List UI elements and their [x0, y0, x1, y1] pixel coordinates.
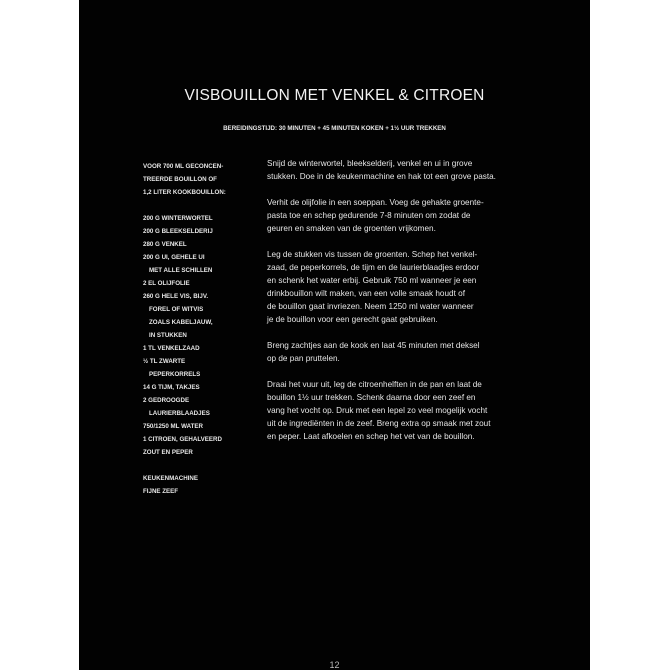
method-step-5-line: bouillon 1½ uur trekken. Schenk daarna door een zeef en — [267, 393, 476, 402]
method-step-3-line: en schenk het water erbij. Gebruik 750 ml wanneer je een — [267, 276, 477, 285]
spacer — [267, 365, 567, 378]
method-step-3-line: de bouillon gaat invriezen. Neem 1250 ml water wanneer — [267, 302, 474, 311]
spacer — [267, 326, 567, 339]
spacer — [267, 235, 567, 248]
ingredient-line: 1 TL VENKELZAAD — [143, 345, 200, 352]
method-step-3-line: zaad, de peperkorrels, de tijm en de laurierblaadjes erdoor — [267, 263, 480, 272]
ingredient-line: IN STUKKEN — [149, 332, 187, 339]
ingredient-line: 2 EL OLIJFOLIE — [143, 280, 190, 287]
ingredient-line: FOREL OF WITVIS — [149, 306, 204, 313]
ingredient-line: MET ALLE SCHILLEN — [149, 267, 213, 274]
method-step-1-line: Snijd de winterwortel, bleekselderij, venkel en ui in grove — [267, 159, 473, 168]
preparation-time: BEREIDINGSTIJD: 30 MINUTEN + 45 MINUTEN KOKEN + 1½ UUR TREKKEN — [223, 125, 446, 132]
equipment-line: KEUKENMACHINE — [143, 475, 199, 482]
ingredient-line: 200 G WINTERWORTEL — [143, 215, 213, 222]
method-step-2-line: pasta toe en schep gedurende 7-8 minuten om zodat de — [267, 211, 471, 220]
ingredients-intro-line: VOOR 700 ML GECONCEN- — [143, 163, 224, 170]
method-step-5-line: en peper. Laat afkoelen en schep het vet van de bouillon. — [267, 432, 475, 441]
ingredient-line: ZOUT EN PEPER — [143, 449, 193, 456]
ingredient-line: 280 G VENKEL — [143, 241, 187, 248]
ingredient-line: 750/1250 ML WATER — [143, 423, 203, 430]
method-step-2-line: geuren en smaken van de groenten vrijkomen. — [267, 224, 436, 233]
ingredient-line: LAURIERBLAADJES — [149, 410, 210, 417]
recipe-title: VISBOUILLON MET VENKEL & CITROEN — [184, 87, 485, 104]
ingredient-line: 200 G UI, GEHELE UI — [143, 254, 205, 261]
spacer — [143, 199, 263, 212]
method-step-2-line: Verhit de olijfolie in een soeppan. Voeg de gehakte groente- — [267, 198, 484, 207]
method-step-3-line: Leg de stukken vis tussen de groenten. Schep het venkel- — [267, 250, 478, 259]
method-step-5-line: uit de ingrediënten in de zeef. Breng extra op smaak met zout — [267, 419, 491, 428]
ingredients-intro-line: 1,2 LITER KOOKBOUILLON: — [143, 189, 226, 196]
method-text — [267, 157, 567, 443]
method-step-5-line: Draai het vuur uit, leg de citroenhelften in de pan en laat de — [267, 380, 482, 389]
recipe-page — [79, 0, 590, 670]
ingredient-line: 2 GEDROOGDE — [143, 397, 190, 404]
ingredient-line: PEPERKORRELS — [149, 371, 201, 378]
page-number: 12 — [329, 660, 340, 670]
spacer — [143, 459, 263, 472]
ingredient-line: 1 CITROEN, GEHALVEERD — [143, 436, 222, 443]
method-step-1-line: stukken. Doe in de keukenmachine en hak tot een grove pasta. — [267, 172, 496, 181]
method-step-4-line: Breng zachtjes aan de kook en laat 45 minuten met deksel — [267, 341, 480, 350]
ingredient-line: 260 G HELE VIS, BIJV. — [143, 293, 209, 300]
method-step-3-line: drinkbouillon wilt maken, van een volle smaak houdt of — [267, 289, 465, 298]
ingredient-line: 14 G TIJM, TAKJES — [143, 384, 200, 391]
equipment-line: FIJNE ZEEF — [143, 488, 179, 495]
ingredient-line: ½ TL ZWARTE — [143, 358, 186, 365]
ingredients-intro-line: TREERDE BOUILLON OF — [143, 176, 217, 183]
ingredient-line: 200 G BLEEKSELDERIJ — [143, 228, 213, 235]
ingredient-line: ZOALS KABELJAUW, — [149, 319, 213, 326]
method-step-4-line: op de pan pruttelen. — [267, 354, 340, 363]
method-step-3-line: je de bouillon voor een gerecht gaat gebruiken. — [267, 315, 438, 324]
method-step-5-line: vang het vocht op. Druk met een lepel zo veel mogelijk vocht — [267, 406, 488, 415]
spacer — [267, 183, 567, 196]
ingredients-column — [143, 160, 263, 498]
